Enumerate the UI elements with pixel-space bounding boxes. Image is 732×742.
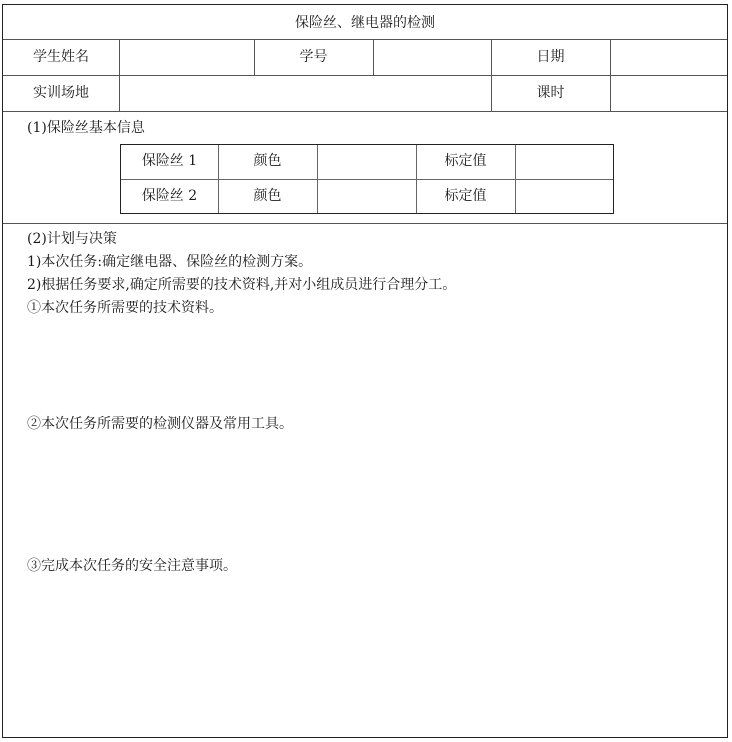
student-name-label: 学生姓名 — [33, 49, 89, 65]
fuse2-color-label: 颜色 — [253, 188, 282, 204]
student-id-field[interactable] — [374, 41, 491, 74]
safety-answer-area[interactable] — [27, 579, 717, 729]
row-divider — [3, 223, 727, 224]
fuse2-color-field[interactable] — [318, 180, 416, 213]
fuse1-name: 保险丝 1 — [141, 153, 198, 169]
row-divider — [3, 75, 727, 76]
fuse1-color-field[interactable] — [318, 145, 416, 179]
safety-prompt: ③完成本次任务的安全注意事项。 — [27, 558, 237, 574]
row-divider — [3, 39, 727, 40]
fuse2-rated-field[interactable] — [516, 180, 612, 213]
tech-info-answer-area[interactable] — [27, 321, 717, 413]
section2-heading: (2)计划与决策 — [27, 231, 117, 247]
student-id-label: 学号 — [299, 49, 328, 65]
hours-label: 课时 — [536, 85, 565, 101]
site-label: 实训场地 — [33, 85, 89, 101]
requirement-line: 2)根据任务要求,确定所需要的技术资料,并对小组成员进行合理分工。 — [27, 277, 457, 293]
fuse-info-table — [120, 144, 614, 214]
hours-field[interactable] — [611, 77, 727, 110]
site-field[interactable] — [120, 77, 491, 110]
sheet-title: 保险丝、继电器的检测 — [295, 15, 435, 31]
task-line: 1)本次任务:确定继电器、保险丝的检测方案。 — [27, 254, 313, 270]
section1-heading: (1)保险丝基本信息 — [27, 120, 145, 136]
fuse1-color-label: 颜色 — [253, 153, 282, 169]
date-field[interactable] — [611, 41, 727, 74]
fuse2-name: 保险丝 2 — [141, 188, 198, 204]
date-label: 日期 — [536, 49, 565, 65]
student-name-field[interactable] — [120, 41, 254, 74]
fuse1-rated-label: 标定值 — [444, 153, 487, 169]
tools-prompt: ②本次任务所需要的检测仪器及常用工具。 — [27, 416, 293, 432]
worksheet-table — [2, 4, 728, 738]
fuse2-rated-label: 标定值 — [444, 188, 487, 204]
row-divider — [3, 111, 727, 112]
fuse1-rated-field[interactable] — [516, 145, 612, 179]
tech-info-prompt: ①本次任务所需要的技术资料。 — [27, 300, 223, 316]
tools-answer-area[interactable] — [27, 437, 717, 555]
